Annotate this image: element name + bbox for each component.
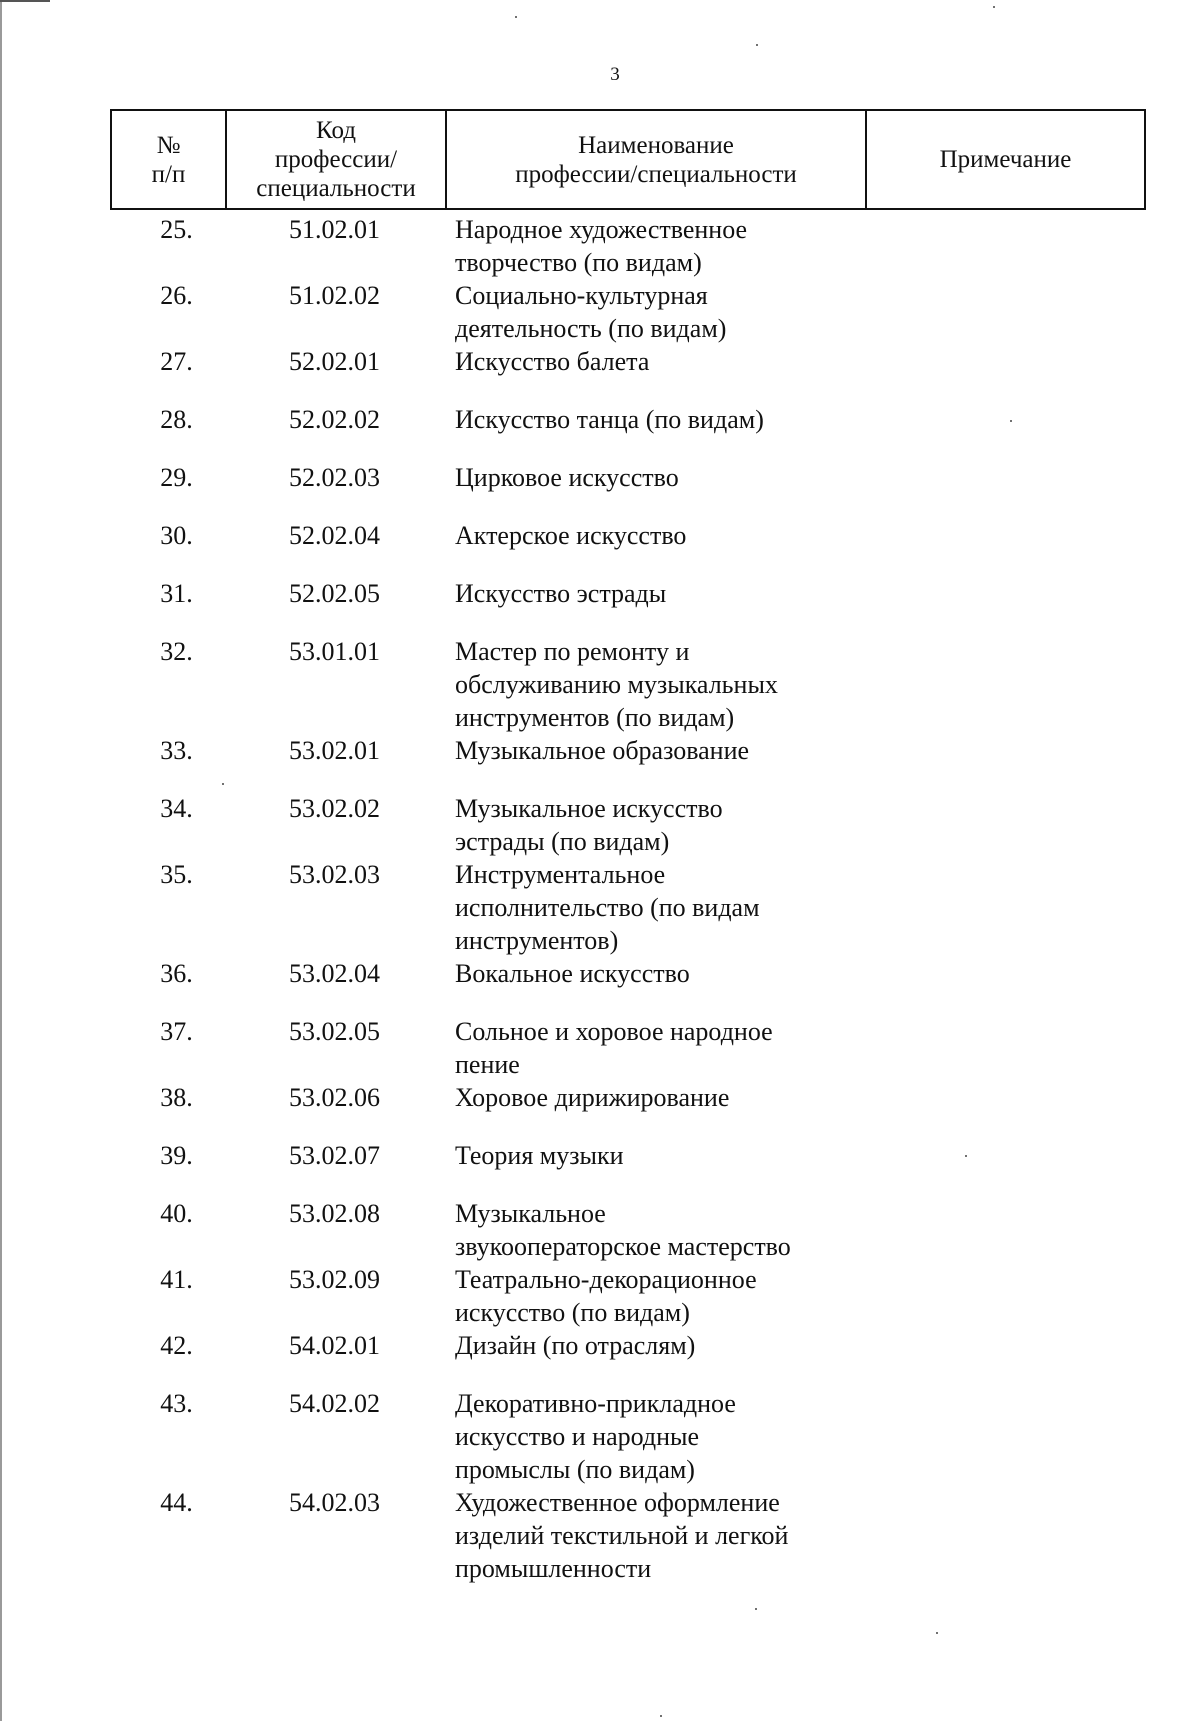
- row-number: 35.: [160, 860, 193, 889]
- table-row: [110, 635, 1136, 734]
- row-number: 26.: [160, 281, 193, 310]
- row-name: Инструментальное исполнительство (по видам инструментов): [455, 860, 760, 955]
- row-note: [859, 1139, 1136, 1197]
- scan-speck: [993, 6, 995, 8]
- row-number: 25.: [160, 215, 193, 244]
- row-name: Теория музыки: [455, 1141, 624, 1170]
- table-row: [110, 957, 1136, 1015]
- scan-speck: [936, 1632, 938, 1634]
- row-name: Вокальное искусство: [455, 959, 690, 988]
- row-number: 41.: [160, 1265, 193, 1294]
- row-name: Искусство балета: [455, 347, 650, 376]
- row-number: 30.: [160, 521, 193, 550]
- row-note: [859, 461, 1136, 519]
- row-name: Художественное оформление изделий текстильной и легкой промышленности: [455, 1488, 789, 1583]
- row-note: [859, 345, 1136, 403]
- table-row: [110, 461, 1136, 519]
- row-name: Сольное и хоровое народное пение: [455, 1017, 773, 1079]
- table-row: [110, 1139, 1136, 1197]
- row-name: Музыкальное образование: [455, 736, 750, 765]
- page-number: 3: [610, 64, 620, 85]
- row-number: 37.: [160, 1017, 193, 1046]
- row-note: [859, 635, 1136, 734]
- row-note: [859, 1329, 1136, 1387]
- row-note: [859, 957, 1136, 1015]
- row-name: Цирковое искусство: [455, 463, 679, 492]
- table-row: [110, 577, 1136, 635]
- row-number: 33.: [160, 736, 193, 765]
- row-note: [859, 519, 1136, 577]
- table-row: [110, 858, 1136, 957]
- scan-speck: [756, 44, 758, 46]
- table-row: [110, 1387, 1136, 1486]
- row-code: 54.02.03: [289, 1488, 380, 1517]
- header-name: Наименование профессии/специальности: [446, 110, 866, 209]
- scan-edge-top: [0, 0, 50, 2]
- row-name: Мастер по ремонту и обслуживанию музыкальных инструментов (по видам): [455, 637, 778, 732]
- row-code: 53.01.01: [289, 637, 380, 666]
- row-code: 53.02.02: [289, 794, 380, 823]
- row-note: [859, 734, 1136, 792]
- table-row: [110, 519, 1136, 577]
- table-row: [110, 1197, 1136, 1263]
- row-code: 53.02.01: [289, 736, 380, 765]
- row-number: 29.: [160, 463, 193, 492]
- row-code: 53.02.04: [289, 959, 380, 988]
- scan-edge-left: [0, 0, 2, 1721]
- scan-speck: [660, 1715, 662, 1717]
- row-number: 31.: [160, 579, 193, 608]
- row-name: Искусство эстрады: [455, 579, 667, 608]
- row-number: 39.: [160, 1141, 193, 1170]
- row-number: 38.: [160, 1083, 193, 1112]
- row-note: [859, 1486, 1136, 1585]
- table-header: [110, 109, 1146, 210]
- row-code: 53.02.05: [289, 1017, 380, 1046]
- row-name: Актерское искусство: [455, 521, 687, 550]
- table-row: [110, 1329, 1136, 1387]
- table-row: [110, 1263, 1136, 1329]
- row-name: Театрально-декорационное искусство (по видам): [455, 1265, 757, 1327]
- row-name: Народное художественное творчество (по видам): [455, 215, 748, 277]
- table-row: [110, 1081, 1136, 1139]
- row-code: 52.02.05: [289, 579, 380, 608]
- row-code: 52.02.03: [289, 463, 380, 492]
- table-row: [110, 403, 1136, 461]
- header-number: № п/п: [111, 110, 226, 209]
- table-row: [110, 345, 1136, 403]
- row-name: Социально-культурная деятельность (по видам): [455, 281, 727, 343]
- row-note: [859, 279, 1136, 345]
- row-note: [859, 1081, 1136, 1139]
- table-row: [110, 279, 1136, 345]
- table-row: [110, 792, 1136, 858]
- row-name: Музыкальное звукооператорское мастерство: [455, 1199, 791, 1261]
- row-note: [859, 1197, 1136, 1263]
- row-note: [859, 1015, 1136, 1081]
- row-number: 43.: [160, 1389, 193, 1418]
- row-code: 53.02.07: [289, 1141, 380, 1170]
- row-code: 51.02.01: [289, 215, 380, 244]
- header-code: Код профессии/ специальности: [226, 110, 446, 209]
- row-code: 53.02.06: [289, 1083, 380, 1112]
- row-name: Декоративно-прикладное искусство и народные промыслы (по видам): [455, 1389, 736, 1484]
- row-number: 40.: [160, 1199, 193, 1228]
- row-name: Хоровое дирижирование: [455, 1083, 730, 1112]
- row-note: [859, 858, 1136, 957]
- row-number: 32.: [160, 637, 193, 666]
- scan-speck: [515, 16, 517, 18]
- row-code: 54.02.01: [289, 1331, 380, 1360]
- row-number: 44.: [160, 1488, 193, 1517]
- table-row: [110, 1015, 1136, 1081]
- table-body: [110, 213, 1136, 1585]
- row-note: [859, 403, 1136, 461]
- row-code: 54.02.02: [289, 1389, 380, 1418]
- row-code: 51.02.02: [289, 281, 380, 310]
- row-note: [859, 1263, 1136, 1329]
- row-note: [859, 213, 1136, 279]
- row-number: 42.: [160, 1331, 193, 1360]
- row-number: 34.: [160, 794, 193, 823]
- row-note: [859, 577, 1136, 635]
- row-number: 28.: [160, 405, 193, 434]
- row-note: [859, 1387, 1136, 1486]
- row-code: 52.02.01: [289, 347, 380, 376]
- row-code: 53.02.08: [289, 1199, 380, 1228]
- row-code: 53.02.03: [289, 860, 380, 889]
- table-row: [110, 734, 1136, 792]
- row-number: 27.: [160, 347, 193, 376]
- row-name: Искусство танца (по видам): [455, 405, 764, 434]
- row-note: [859, 792, 1136, 858]
- table-row: [110, 1486, 1136, 1585]
- header-note: Примечание: [866, 110, 1145, 209]
- row-name: Музыкальное искусство эстрады (по видам): [455, 794, 723, 856]
- row-code: 53.02.09: [289, 1265, 380, 1294]
- row-number: 36.: [160, 959, 193, 988]
- row-code: 52.02.02: [289, 405, 380, 434]
- row-name: Дизайн (по отраслям): [455, 1331, 696, 1360]
- scan-speck: [755, 1608, 757, 1610]
- table-row: [110, 213, 1136, 279]
- row-code: 52.02.04: [289, 521, 380, 550]
